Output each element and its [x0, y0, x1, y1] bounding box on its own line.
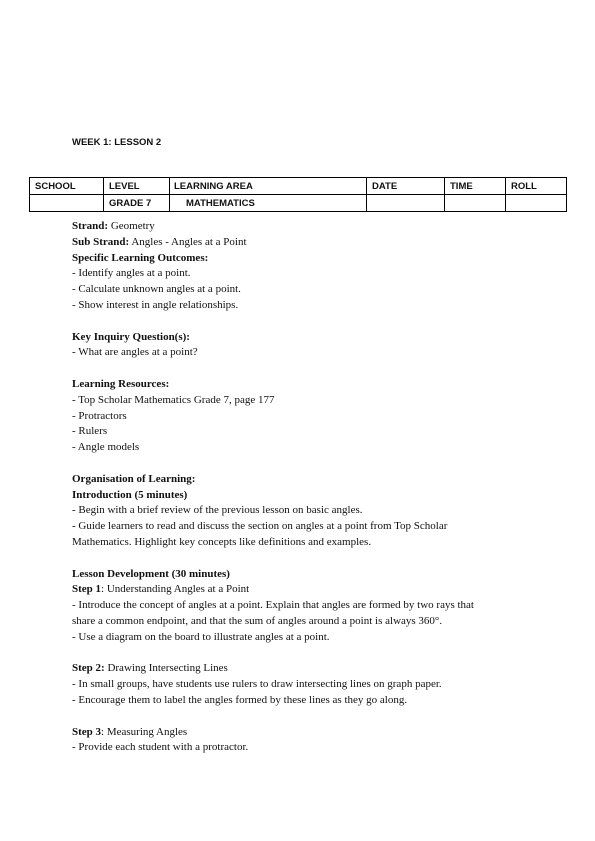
list-item: - Identify angles at a point. [72, 267, 191, 280]
sub-strand-line [72, 235, 532, 251]
strand-label: Strand: [72, 220, 109, 232]
lesson-week-title: WEEK 1: LESSON 2 [72, 137, 162, 148]
cell-learning-area: MATHEMATICS [170, 195, 367, 212]
introduction-heading: Introduction (5 minutes) [72, 488, 188, 501]
development-heading: Lesson Development (30 minutes) [72, 567, 230, 580]
list-item: - Calculate unknown angles at a point. [72, 283, 241, 296]
text-line: - Guide learners to read and discuss the section on angles at a point from Top Scholar [72, 520, 448, 533]
header-school: SCHOOL [30, 178, 104, 195]
sub-strand-value: Angles - Angles at a Point [131, 235, 247, 248]
header-date: DATE [367, 178, 445, 195]
organisation-heading: Organisation of Learning: [72, 472, 196, 485]
strand-line [72, 219, 532, 235]
text-line: - Use a diagram on the board to illustrate angles at a point. [72, 630, 330, 643]
table-header-row [30, 178, 567, 195]
step-1-heading: Step 1: Understanding Angles at a Point [72, 583, 250, 596]
text-line: - Provide each student with a protractor. [72, 741, 249, 754]
list-item: - What are angles at a point? [72, 346, 198, 359]
step-3-heading: Step 3: Measuring Angles [72, 725, 188, 738]
sub-strand-label: Sub Strand: [72, 235, 130, 248]
cell-date [367, 195, 445, 212]
list-item: - Top Scholar Mathematics Grade 7, page 177 [72, 393, 275, 406]
list-item: - Show interest in angle relationships. [72, 298, 239, 311]
header-level: LEVEL [104, 178, 170, 195]
strand-value: Geometry [110, 220, 155, 232]
lesson-info-table [29, 177, 567, 212]
header-time: TIME [445, 178, 506, 195]
text-line: - Encourage them to label the angles formed by these lines as they go along. [72, 693, 408, 706]
text-line: share a common endpoint, and that the sum of angles around a point is always 360°. [72, 614, 443, 627]
header-learning-area: LEARNING AREA [170, 178, 367, 195]
list-item: - Protractors [72, 409, 127, 422]
text-line: - Begin with a brief review of the previous lesson on basic angles. [72, 504, 363, 517]
outcomes-heading: Specific Learning Outcomes: [72, 251, 209, 264]
inquiry-heading: Key Inquiry Question(s): [72, 330, 190, 343]
list-item: - Rulers [72, 425, 108, 438]
lesson-body [72, 219, 532, 756]
cell-level: GRADE 7 [104, 195, 170, 212]
list-item: - Angle models [72, 441, 140, 454]
header-roll: ROLL [506, 178, 567, 195]
step-2-heading: Step 2: Drawing Intersecting Lines [72, 662, 228, 675]
text-line: - Introduce the concept of angles at a point. Explain that angles are formed by two rays that [72, 599, 474, 612]
cell-time [445, 195, 506, 212]
table-row [30, 195, 567, 212]
resources-heading: Learning Resources: [72, 377, 170, 390]
text-line: Mathematics. Highlight key concepts like definitions and examples. [72, 535, 372, 548]
cell-school [30, 195, 104, 212]
text-line: - In small groups, have students use rulers to draw intersecting lines on graph paper. [72, 678, 442, 691]
cell-roll [506, 195, 567, 212]
